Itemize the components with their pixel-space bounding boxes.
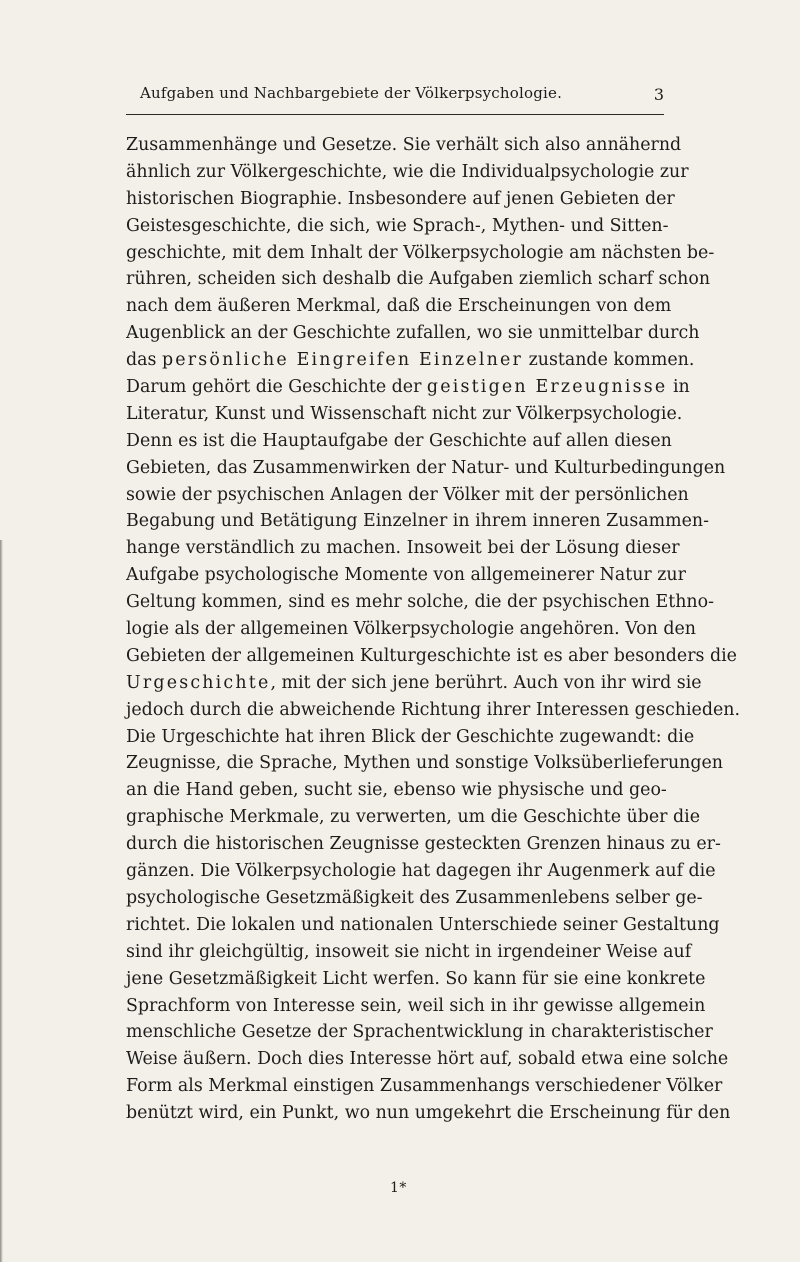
text-line — [126, 374, 690, 401]
text-line — [126, 1046, 729, 1073]
spaced-emphasis: persönliche Eingreifen Einzelner — [161, 350, 524, 371]
text-line — [126, 1019, 713, 1046]
text-line — [126, 724, 695, 751]
text-line — [126, 643, 737, 670]
running-head: Aufgaben und Nachbargebiete der Völkerpsychologie. — [140, 84, 563, 102]
text-run: Gebieten, das Zusammenwirken der Natur- und Kulturbedingungen — [126, 457, 726, 478]
text-run: Begabung und Betätigung Einzelner in ihrem inneren Zusammen- — [126, 511, 709, 532]
text-line — [126, 831, 721, 858]
page-number: 3 — [653, 85, 664, 104]
text-run: , mit der sich jene berührt. Auch von ihr wird sie — [270, 672, 702, 693]
spaced-emphasis: geistigen Erzeugnisse — [426, 377, 668, 398]
text-run: graphische Merkmale, zu verwerten, um die Geschichte über die — [126, 807, 701, 828]
body-text — [126, 132, 740, 1127]
header-rule — [126, 114, 664, 115]
text-run: hange verständlich zu machen. Insoweit bei der Lösung dieser — [126, 538, 680, 559]
text-line — [126, 858, 716, 885]
text-line — [126, 697, 740, 724]
text-line — [126, 804, 701, 831]
page-header — [126, 84, 664, 108]
text-run: Geistesgeschichte, die sich, wie Sprach-, Mythen- und Sitten- — [126, 215, 669, 236]
text-run: logie als der allgemeinen Völkerpsychologie angehören. Von den — [126, 619, 696, 640]
text-line — [126, 750, 723, 777]
text-run: nach dem äußeren Merkmal, daß die Erscheinungen von dem — [126, 296, 672, 317]
text-run: Literatur, Kunst und Wissenschaft nicht zur Völkerpsychologie. — [126, 403, 683, 424]
text-line — [126, 455, 726, 482]
text-line — [126, 535, 680, 562]
text-line — [126, 293, 672, 320]
text-run: Sprachform von Interesse sein, weil sich in ihr gewisse allgemein — [126, 995, 706, 1016]
text-line — [126, 508, 709, 535]
text-run: Weise äußern. Doch dies Interesse hört auf, sobald etwa eine solche — [126, 1049, 729, 1070]
text-line — [126, 1100, 731, 1127]
text-line — [126, 401, 683, 428]
text-run: psychologische Gesetzmäßigkeit des Zusammenlebens selber ge- — [126, 887, 703, 908]
text-line — [126, 562, 686, 589]
text-line — [126, 320, 700, 347]
text-run: Darum gehört die Geschichte der — [126, 377, 427, 398]
text-line — [126, 1073, 723, 1100]
text-run: benützt wird, ein Punkt, wo nun umgekehrt die Erscheinung für den — [126, 1103, 731, 1124]
text-run: historischen Biographie. Insbesondere auf jenen Gebieten der — [126, 188, 675, 209]
text-line — [126, 616, 696, 643]
text-line — [126, 159, 689, 186]
text-run: menschliche Gesetze der Sprachentwicklung in charakteristischer — [126, 1022, 713, 1043]
text-run: Zusammenhänge und Gesetze. Sie verhält sich also annähernd — [126, 135, 682, 155]
text-line — [126, 885, 703, 912]
text-run: sowie der psychischen Anlagen der Völker mit der persönlichen — [126, 484, 689, 505]
printer-signature: 1* — [390, 1180, 407, 1196]
text-line — [126, 240, 715, 267]
text-run: jene Gesetzmäßigkeit Licht werfen. So kann für sie eine konkrete — [126, 968, 706, 989]
text-run: rühren, scheiden sich deshalb die Aufgaben ziemlich scharf schon — [126, 269, 711, 290]
text-run: Augenblick an der Geschichte zufallen, wo sie unmittelbar durch — [126, 323, 700, 344]
text-run: Geltung kommen, sind es mehr solche, die der psychischen Ethno- — [126, 592, 714, 613]
text-line — [126, 993, 706, 1020]
text-run: an die Hand geben, sucht sie, ebenso wie physische und geo- — [126, 780, 667, 801]
page-edge-shadow — [0, 540, 3, 1262]
text-line — [126, 428, 672, 455]
text-line — [126, 132, 682, 159]
text-line — [126, 939, 692, 966]
text-run: durch die historischen Zeugnisse gesteckten Grenzen hinaus zu er- — [126, 834, 721, 855]
text-run: richtet. Die lokalen und nationalen Unterschiede seiner Gestaltung — [126, 914, 720, 935]
text-line — [126, 347, 695, 374]
text-run: Die Urgeschichte hat ihren Blick der Geschichte zugewandt: die — [126, 726, 695, 747]
text-run: in — [667, 377, 690, 398]
text-run: gänzen. Die Völkerpsychologie hat dagegen ihr Augenmerk auf die — [126, 861, 716, 882]
text-run: geschichte, mit dem Inhalt der Völkerpsychologie am nächsten be- — [126, 242, 715, 263]
text-line — [126, 777, 667, 804]
text-run: Aufgabe psychologische Momente von allgemeinerer Natur zur — [126, 565, 686, 586]
text-run: das — [126, 350, 162, 371]
text-line — [126, 589, 714, 616]
text-run: ähnlich zur Völkergeschichte, wie die Individualpsychologie zur — [126, 161, 689, 182]
text-run: zustande kommen. — [523, 350, 695, 371]
text-run: jedoch durch die abweichende Richtung ihrer Interessen geschieden. — [126, 699, 740, 720]
spaced-emphasis: Urgeschichte — [126, 672, 271, 693]
text-run: Gebieten der allgemeinen Kulturgeschichte ist es aber besonders die — [126, 645, 737, 666]
text-line — [126, 213, 669, 240]
text-line — [126, 912, 720, 939]
text-run: sind ihr gleichgültig, insoweit sie nicht in irgendeiner Weise auf — [126, 941, 692, 962]
text-line — [126, 966, 706, 993]
text-line — [126, 482, 689, 509]
text-line — [126, 670, 702, 697]
text-run: Denn es ist die Hauptaufgabe der Geschichte auf allen diesen — [126, 430, 672, 451]
text-run: Form als Merkmal einstigen Zusammenhangs verschiedener Völker — [126, 1076, 723, 1097]
text-run: Zeugnisse, die Sprache, Mythen und sonstige Volksüberlieferungen — [126, 753, 723, 774]
text-line — [126, 266, 711, 293]
text-line — [126, 186, 675, 213]
